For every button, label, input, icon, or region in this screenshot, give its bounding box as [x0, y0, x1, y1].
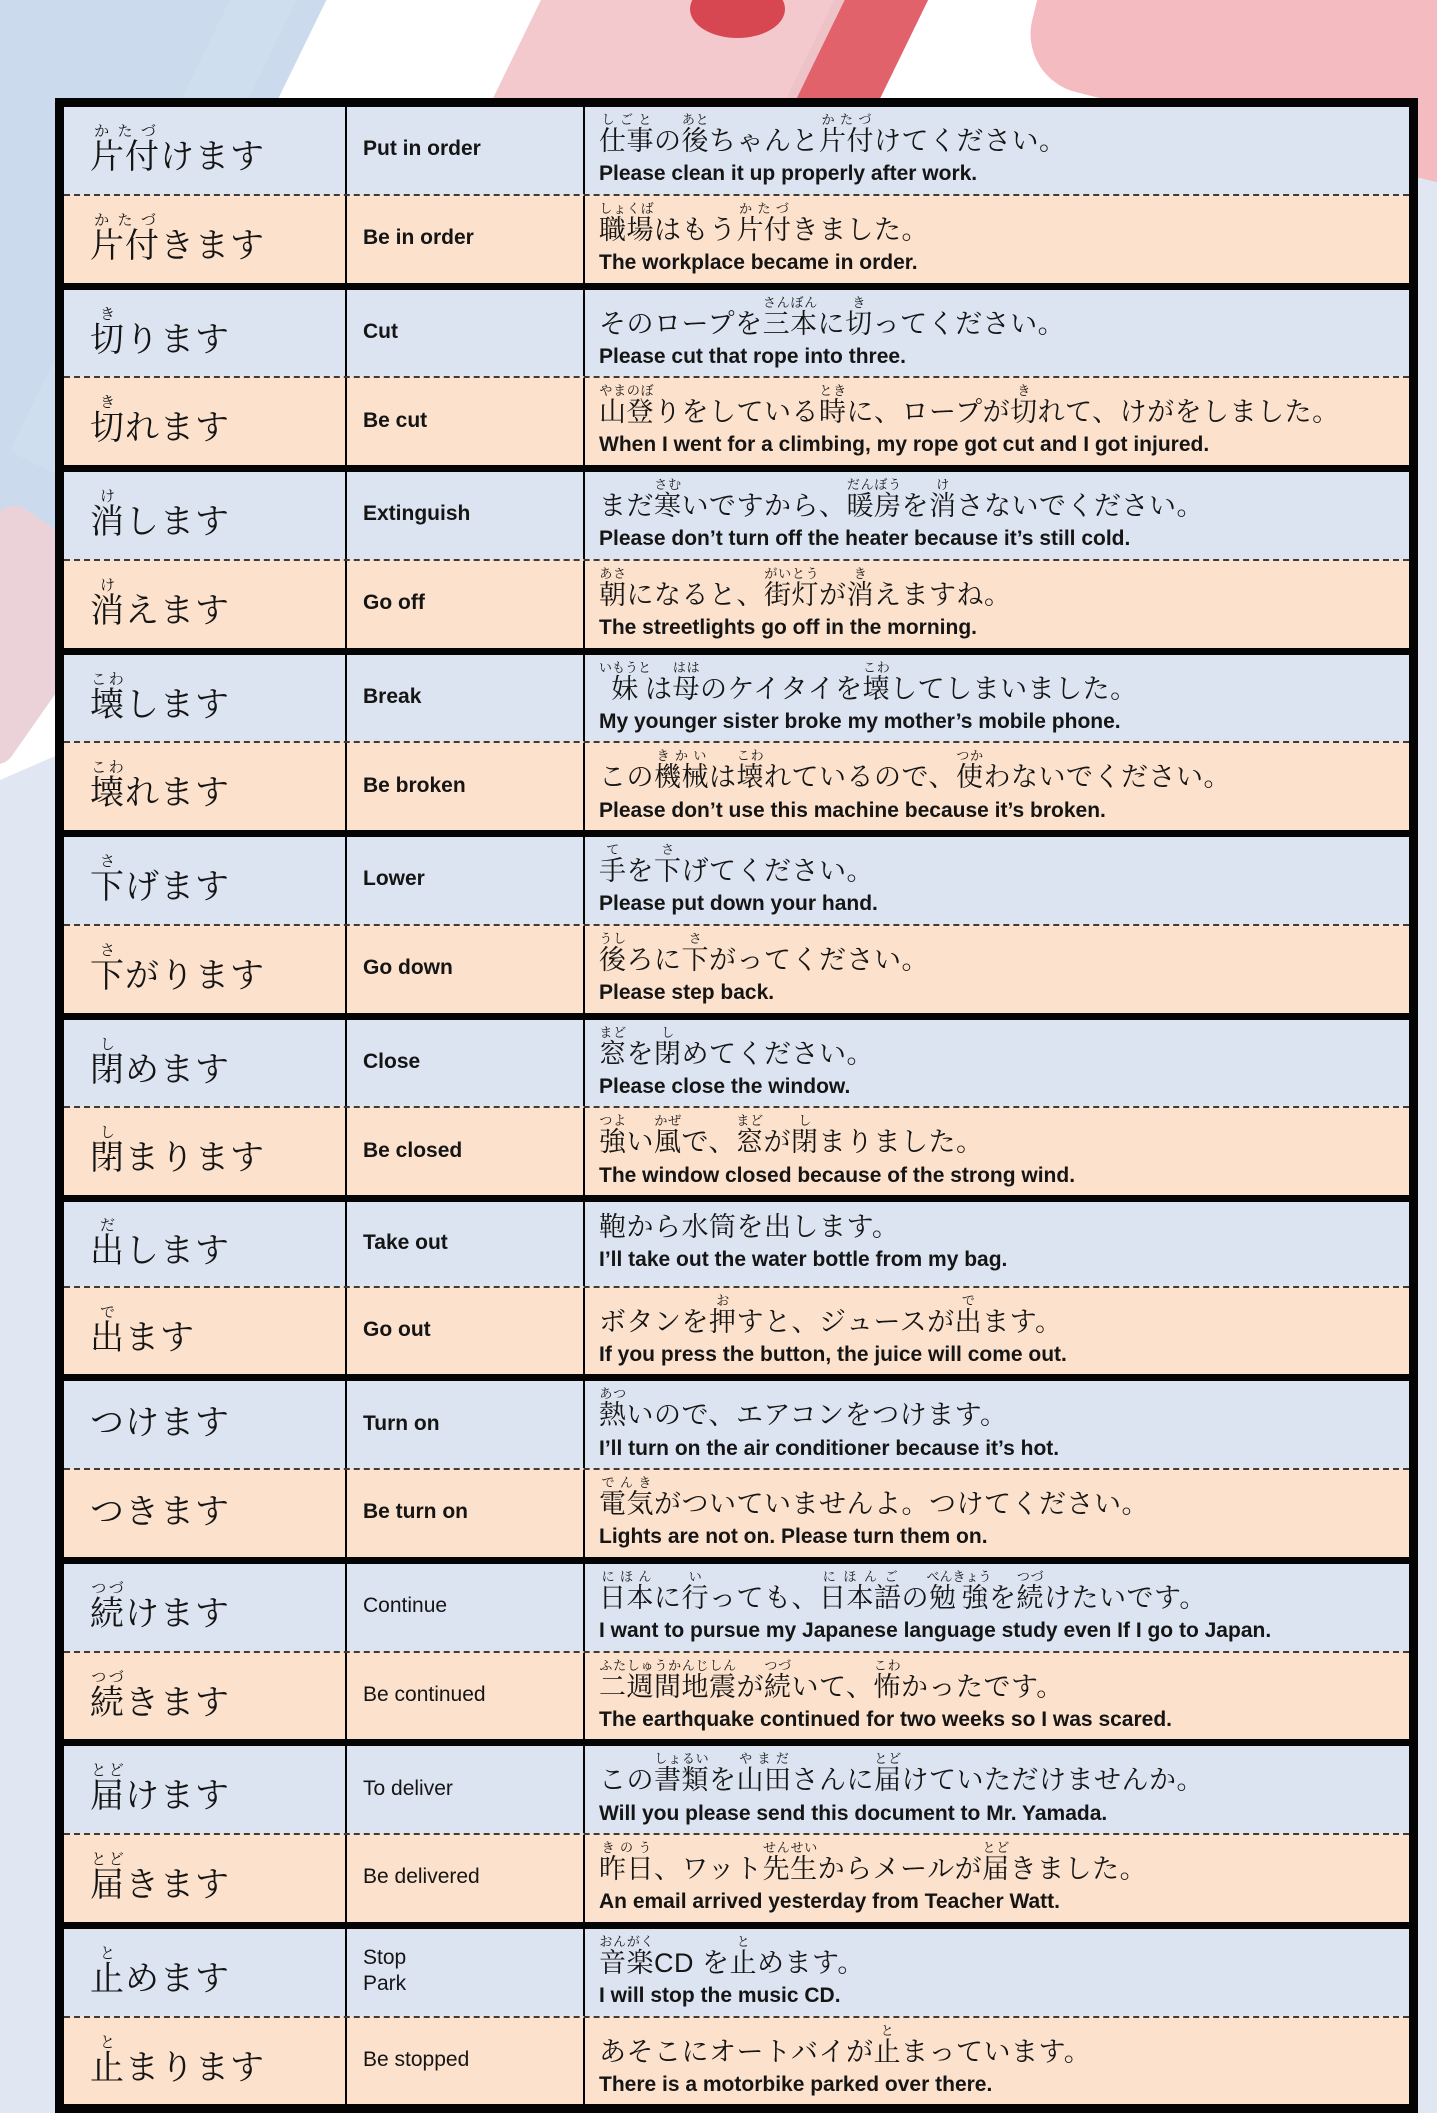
verb-cell — [64, 378, 347, 465]
verb-text: 消けえます — [90, 576, 230, 630]
verb-pair — [64, 1020, 1409, 1203]
table-row — [64, 1929, 1409, 2016]
example-sentence-english: Please clean it up properly after work. — [599, 162, 978, 186]
meaning-label: Be in order — [363, 226, 474, 250]
example-sentence-english: The earthquake continued for two weeks so I was scared. — [599, 1707, 1172, 1731]
meaning-label: Be turn on — [363, 1500, 468, 1524]
example-sentence-english: Will you please send this document to Mr. Yamada. — [599, 1801, 1108, 1825]
example-cell — [585, 1835, 1409, 1922]
meaning-label: Go out — [363, 1317, 431, 1341]
meaning-label: Cut — [363, 319, 398, 343]
example-cell — [585, 107, 1409, 194]
verb-text: 止とめます — [90, 1944, 230, 1998]
example-sentence-english: The streetlights go off in the morning. — [599, 615, 977, 639]
example-sentence-english: If you press the button, the juice will come out. — [599, 1342, 1067, 1366]
example-cell — [585, 1020, 1409, 1107]
example-sentence-japanese: そのロープを三本さんぼんに切きってください。 — [599, 294, 1066, 339]
example-sentence-english: I’ll take out the water bottle from my bag. — [599, 1248, 1008, 1272]
table-row — [64, 1381, 1409, 1468]
verb-text: 下さげます — [90, 853, 230, 907]
example-sentence-japanese: 鞄から水筒を出します。 — [599, 1212, 900, 1242]
verb-pair — [64, 290, 1409, 473]
example-cell — [585, 1564, 1409, 1651]
verb-text: 止とまります — [90, 2033, 265, 2087]
meaning-cell — [347, 1202, 585, 1285]
example-sentence-english: Please step back. — [599, 981, 775, 1005]
meaning-cell — [347, 107, 585, 194]
example-sentence-japanese: あそこにオートバイが止とまっています。 — [599, 2022, 1092, 2067]
meaning-label: Turn on — [363, 1411, 440, 1435]
meaning-cell — [347, 1288, 585, 1375]
verb-cell — [64, 472, 347, 559]
verb-text: 切きります — [90, 305, 230, 359]
meaning-cell — [347, 2018, 585, 2105]
verb-text: 下さがります — [90, 941, 265, 995]
verb-cell — [64, 1835, 347, 1922]
example-sentence-english: Please close the window. — [599, 1074, 851, 1098]
verb-cell — [64, 1564, 347, 1651]
verb-text: 届とどけます — [90, 1762, 230, 1816]
example-sentence-japanese: 音楽おんがくCD を止とめます。 — [599, 1933, 865, 1978]
verb-cell — [64, 926, 347, 1013]
verb-pair — [64, 837, 1409, 1020]
table-row — [64, 1202, 1409, 1285]
verb-text: 続つづけます — [90, 1579, 230, 1633]
example-cell — [585, 655, 1409, 742]
example-cell — [585, 1202, 1409, 1285]
example-cell — [585, 1653, 1409, 1740]
meaning-cell — [347, 1470, 585, 1557]
verb-cell — [64, 743, 347, 830]
meaning-label: Break — [363, 684, 422, 708]
example-sentence-english: Please put down your hand. — [599, 892, 878, 916]
verb-cell — [64, 290, 347, 377]
verb-text: 壊こわれます — [90, 759, 230, 813]
example-cell — [585, 1381, 1409, 1468]
meaning-cell — [347, 561, 585, 648]
verb-cell — [64, 1288, 347, 1375]
meaning-label: Continue — [363, 1594, 448, 1618]
example-sentence-english: There is a motorbike parked over there. — [599, 2072, 993, 2096]
example-sentence-english: When I went for a climbing, my rope got cut and I got injured. — [599, 433, 1210, 457]
table-row — [64, 1106, 1409, 1195]
meaning-cell — [347, 290, 585, 377]
example-sentence-japanese: 電気でんきがついていませんよ。つけてください。 — [599, 1475, 1149, 1520]
meaning-cell — [347, 1746, 585, 1833]
meaning-label: Go off — [363, 591, 425, 615]
verb-cell — [64, 1020, 347, 1107]
table-row — [64, 1020, 1409, 1107]
example-cell — [585, 2018, 1409, 2105]
table-row — [64, 1564, 1409, 1651]
table-row — [64, 1833, 1409, 1922]
example-sentence-japanese: この機械きかいは壊こわれているので、使つかわないでください。 — [599, 748, 1231, 793]
table-row — [64, 837, 1409, 924]
example-cell — [585, 196, 1409, 283]
verb-text: 片付かたづけます — [90, 123, 265, 177]
table-row — [64, 194, 1409, 283]
meaning-cell — [347, 472, 585, 559]
meaning-cell — [347, 378, 585, 465]
meaning-label: Lower — [363, 867, 425, 891]
example-sentence-japanese: 日本にほんに行いっても、日本語にほんごの勉強べんきょうを続つづけたいです。 — [599, 1568, 1207, 1613]
verb-text: 閉しまります — [90, 1124, 265, 1178]
meaning-label: Put in order — [363, 137, 481, 161]
verb-cell — [64, 1746, 347, 1833]
verb-pair — [64, 1202, 1409, 1381]
verb-text: 出でます — [90, 1303, 195, 1357]
verb-text: 片付かたづきます — [90, 211, 265, 265]
meaning-cell — [347, 1835, 585, 1922]
verb-pair — [64, 1381, 1409, 1564]
example-sentence-japanese: 職場しょくばはもう片付かたづきました。 — [599, 200, 929, 245]
example-sentence-english: Please don’t turn off the heater because it’s still cold. — [599, 527, 1131, 551]
meaning-label: Go down — [363, 956, 453, 980]
example-sentence-japanese: この書類しょるいを山田やまださんに届とどけていただけませんか。 — [599, 1751, 1204, 1796]
meaning-cell — [347, 1653, 585, 1740]
verb-cell — [64, 1108, 347, 1195]
example-cell — [585, 378, 1409, 465]
meaning-cell — [347, 655, 585, 742]
example-sentence-english: I’ll turn on the air conditioner because it’s hot. — [599, 1436, 1060, 1460]
example-sentence-japanese: 熱あついので、エアコンをつけます。 — [599, 1386, 1008, 1431]
table-row — [64, 472, 1409, 559]
verb-text: 切きれます — [90, 394, 230, 448]
verb-pair — [64, 1746, 1409, 1929]
example-sentence-english: Please don’t use this machine because it’s broken. — [599, 798, 1106, 822]
verb-cell — [64, 1470, 347, 1557]
example-sentence-english: The workplace became in order. — [599, 250, 918, 274]
example-cell — [585, 290, 1409, 377]
verb-text: 出だします — [90, 1216, 230, 1270]
example-sentence-japanese: 山登やまのぼりをしている時ときに、ロープが切きれて、けがをしました。 — [599, 383, 1340, 428]
verb-pair — [64, 655, 1409, 838]
table-row — [64, 655, 1409, 742]
verb-text: 壊こわします — [90, 670, 230, 724]
meaning-label: Be continued — [363, 1682, 486, 1706]
example-cell — [585, 743, 1409, 830]
example-sentence-japanese: 窓まどを閉しめてください。 — [599, 1024, 874, 1069]
example-sentence-japanese: 朝あさになると、街灯がいとうが消きえますね。 — [599, 565, 1012, 610]
verb-cell — [64, 837, 347, 924]
verb-text: つけます — [90, 1403, 230, 1442]
meaning-cell — [347, 1020, 585, 1107]
verb-pair-table — [55, 98, 1418, 2113]
meaning-label: Extinguish — [363, 502, 471, 526]
verb-cell — [64, 2018, 347, 2105]
example-cell — [585, 1746, 1409, 1833]
verb-cell — [64, 107, 347, 194]
example-sentence-english: Lights are not on. Please turn them on. — [599, 1525, 988, 1549]
example-sentence-japanese: まだ寒さむいですから、暖房だんぼうを消けさないでください。 — [599, 477, 1204, 522]
verb-text: 届とどきます — [90, 1851, 230, 1905]
verb-pair — [64, 1929, 1409, 2105]
meaning-cell — [347, 1381, 585, 1468]
table-row — [64, 2016, 1409, 2105]
example-sentence-japanese: 仕事しごとの後あとちゃんと片付かたづけてください。 — [599, 112, 1067, 156]
example-cell — [585, 561, 1409, 648]
meaning-label: Be broken — [363, 773, 466, 797]
meaning-label: Be cut — [363, 408, 428, 432]
example-sentence-english: Please cut that rope into three. — [599, 344, 906, 368]
verb-cell — [64, 1653, 347, 1740]
meaning-label: Stop Park — [363, 1946, 407, 1996]
example-cell — [585, 1108, 1409, 1195]
verb-cell — [64, 655, 347, 742]
table-row — [64, 1651, 1409, 1740]
example-cell — [585, 472, 1409, 559]
example-cell — [585, 1470, 1409, 1557]
example-sentence-japanese: 二週間地震ふたしゅうかんじしんが続つづいて、怖こわかったです。 — [599, 1657, 1064, 1702]
meaning-label: Take out — [363, 1230, 448, 1254]
example-sentence-english: My younger sister broke my mother’s mobile phone. — [599, 709, 1121, 733]
example-sentence-japanese: 昨日きのう、ワット先生せんせいからメールが届とどきました。 — [599, 1840, 1148, 1885]
verb-pair — [64, 472, 1409, 655]
table-row — [64, 1468, 1409, 1557]
verb-cell — [64, 1202, 347, 1285]
table-row — [64, 924, 1409, 1013]
example-sentence-japanese: 手てを下さげてください。 — [599, 842, 874, 887]
example-sentence-english: The window closed because of the strong wind. — [599, 1163, 1076, 1187]
meaning-cell — [347, 837, 585, 924]
table-row — [64, 376, 1409, 465]
verb-cell — [64, 1929, 347, 2016]
verb-pair — [64, 1564, 1409, 1747]
example-sentence-japanese: ボタンを押おすと、ジュースが出でます。 — [599, 1292, 1063, 1337]
meaning-label: Be closed — [363, 1138, 463, 1162]
verb-text: 消けします — [90, 488, 230, 542]
meaning-label: Be stopped — [363, 2047, 470, 2071]
meaning-cell — [347, 196, 585, 283]
meaning-cell — [347, 743, 585, 830]
table-row — [64, 559, 1409, 648]
example-sentence-english: I will stop the music CD. — [599, 1984, 841, 2008]
table-row — [64, 290, 1409, 377]
meaning-cell — [347, 1929, 585, 2016]
meaning-cell — [347, 1108, 585, 1195]
example-sentence-japanese: 強つよい風かぜで、窓まどが閉しまりました。 — [599, 1113, 984, 1158]
verb-cell — [64, 196, 347, 283]
meaning-label: To deliver — [363, 1776, 453, 1800]
meaning-cell — [347, 926, 585, 1013]
example-sentence-japanese: 妹いもうとは母ははのケイタイを壊こわしてしまいました。 — [599, 659, 1138, 704]
example-cell — [585, 1929, 1409, 2016]
verb-pair — [64, 107, 1409, 290]
example-sentence-english: I want to pursue my Japanese language study even If I go to Japan. — [599, 1619, 1272, 1643]
example-sentence-english: An email arrived yesterday from Teacher Watt. — [599, 1890, 1061, 1914]
example-cell — [585, 1288, 1409, 1375]
verb-text: 閉しめます — [90, 1035, 230, 1089]
table-row — [64, 741, 1409, 830]
table-row — [64, 1746, 1409, 1833]
meaning-label: Close — [363, 1049, 421, 1073]
table-row — [64, 1286, 1409, 1375]
verb-cell — [64, 561, 347, 648]
verb-cell — [64, 1381, 347, 1468]
example-cell — [585, 926, 1409, 1013]
example-sentence-japanese: 後うしろに下さがってください。 — [599, 930, 929, 975]
table-row — [64, 107, 1409, 194]
verb-table-body — [64, 107, 1409, 2104]
meaning-cell — [347, 1564, 585, 1651]
verb-text: つきます — [90, 1492, 230, 1531]
example-cell — [585, 837, 1409, 924]
verb-text: 続つづきます — [90, 1668, 230, 1722]
meaning-label: Be delivered — [363, 1865, 480, 1889]
